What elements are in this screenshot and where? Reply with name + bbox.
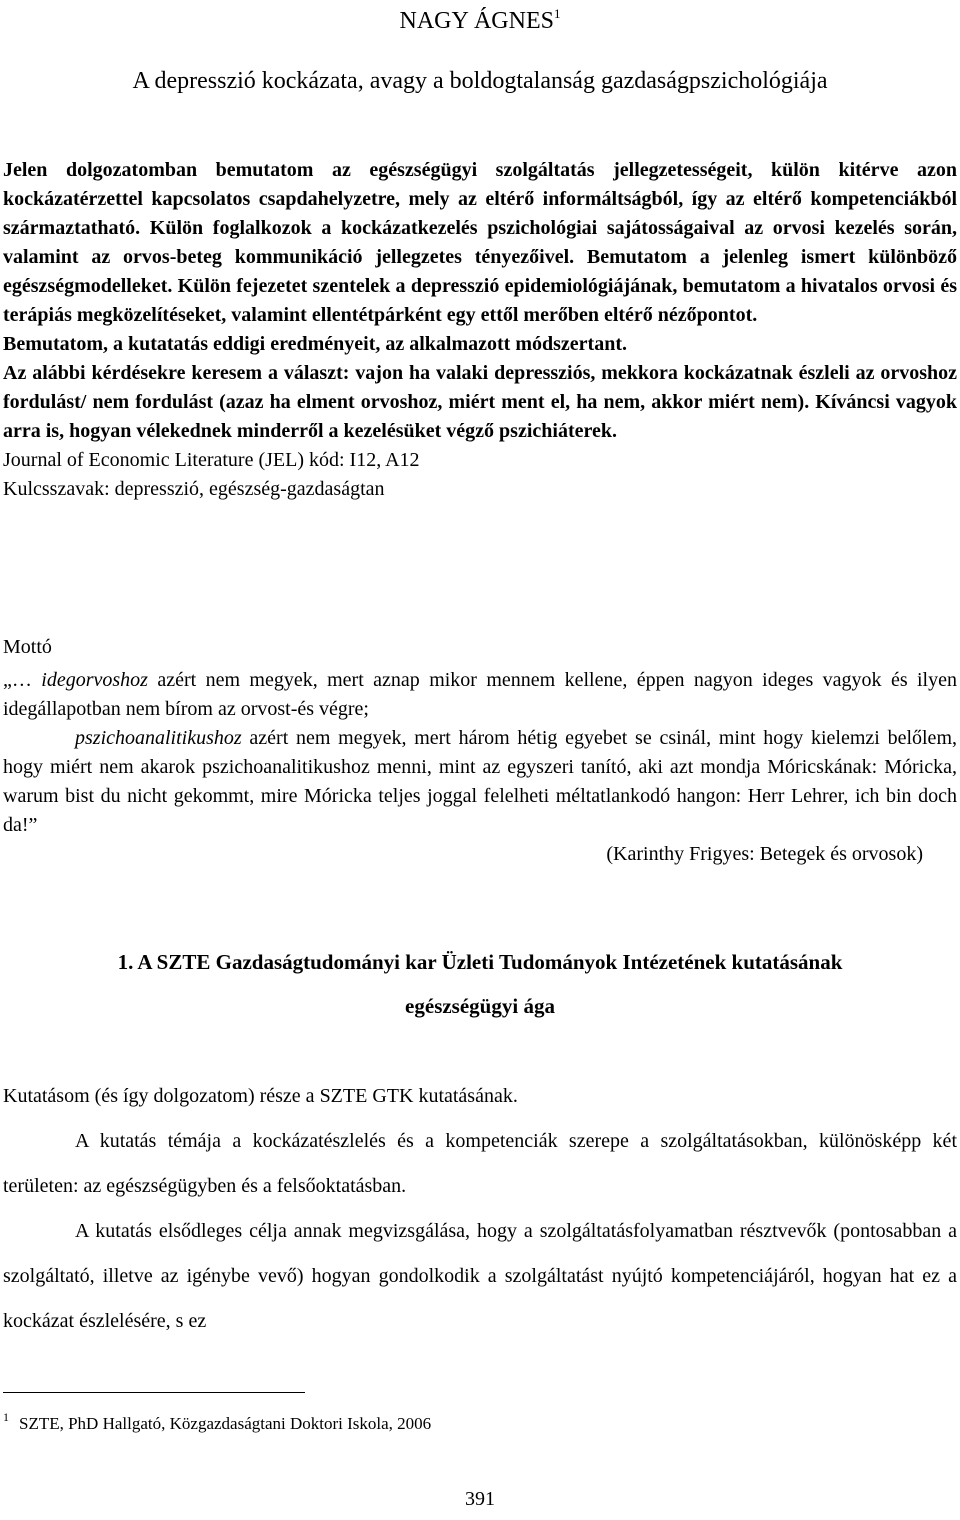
author-name	[0, 6, 960, 35]
keywords: Kulcsszavak: depresszió, egészség-gazdaságtan	[3, 478, 385, 500]
body-text	[3, 1074, 957, 1344]
abstract-paragraph: Jelen dolgozatomban bemutatom az egészségügyi szolgáltatás jellegzetességeit, külön kitérve azon kockázatérzettel kapcsolatos csapdahelyzetre, mely az eltérő informáltságból, így az eltérő kompetenciákból származtatható. Külön foglalkozok a kockázatkezelés pszichológiai sajátosságaival az orvosi kezelés során, valamint az orvos-beteg kommunikáció jellegzetes tényezőivel. Bemutatom a jelenleg ismert különböző egészségmodelleket. Külön fejezetet szentelek a depresszió epidemiológiájának, bemutatom a hivatalos orvosi és terápiás megközelítéseket, valamint ellentétpárként egy ettől merőben eltérő nézőpontot.	[3, 159, 957, 326]
abstract-methods: Bemutatom, a kutatatás eddigi eredményeit, az alkalmazott módszertant.	[3, 333, 627, 355]
body-paragraph-3: A kutatás elsődleges célja annak megvizsgálása, hogy a szolgáltatásfolyamatban résztvevők (pontosabban a szolgáltató, illetve az igénybe vevő) hogyan gondolkodik a szolgáltatást nyújtó kompetenciájáról, hogyan hat ez a kockázat észlelésére, s ez	[3, 1220, 957, 1332]
page-number: 391	[465, 1488, 495, 1510]
footnote-divider	[3, 1392, 305, 1393]
term-pszichoanalitikus: pszichoanalitikushoz	[75, 727, 242, 749]
section-heading-line2: egészségügyi ága	[405, 994, 555, 1018]
footnote-mark: 1	[3, 1410, 9, 1424]
motto-quote-part2	[3, 724, 957, 840]
abstract	[3, 156, 957, 504]
motto-text-1: azért nem megyek, mert aznap mikor mennem kellene, éppen nagyon ideges vagyok és ilyen idegállapotban nem bírom az orvost-és végre;	[3, 669, 957, 720]
body-paragraph-2: A kutatás témája a kockázatészlelés és a kompetenciák szerepe a szolgáltatásokban, különösképp két területen: az egészségügyben és a felsőoktatásban.	[3, 1130, 957, 1197]
motto-quote-part1	[3, 666, 957, 724]
motto-title: Mottó	[3, 636, 52, 658]
term-idegorvos: idegorvoshoz	[41, 669, 148, 691]
section-heading-line1: 1. A SZTE Gazdaságtudományi kar Üzleti Tudományok Intézetének kutatásának	[117, 950, 843, 974]
open-quote: „…	[3, 669, 42, 691]
abstract-questions: Az alábbi kérdésekre keresem a választ: vajon ha valaki depressziós, mekkora kockázatnak észleli az orvoshoz fordulást/ nem fordulást (azaz ha elment orvoshoz, miért ment el, ha nem, akkor miért nem). Kíváncsi vagyok arra is, hogyan vélekednek minderről a kezelésüket végző pszichiáterek.	[3, 362, 957, 442]
motto-text-2: azért nem megyek, mert három hétig egyebet se csinál, mint hogy kielemzi belőlem, hogy miért nem akarok pszichoanalitikushoz menni, mint az egyszeri tanító, aki azt mondja Móricskának: Móricka, warum bist du nicht gekommt, mire Móricka teljes joggal felelheti méltatlankodó hangon: Herr Lehrer, ich bin doch da!”	[3, 727, 957, 836]
author-text: NAGY ÁGNES	[399, 8, 554, 34]
section-heading	[0, 940, 960, 1028]
motto-block	[3, 633, 957, 869]
motto-source: (Karinthy Frigyes: Betegek és orvosok)	[606, 843, 923, 865]
footnote-reference[interactable]: 1	[553, 6, 561, 21]
footnote-text: SZTE, PhD Hallgató, Közgazdaságtani Doktori Iskola, 2006	[19, 1414, 432, 1433]
footnote	[3, 1410, 431, 1434]
body-paragraph-1: Kutatásom (és így dolgozatom) része a SZTE GTK kutatásának.	[3, 1085, 518, 1107]
paper-title: A depresszió kockázata, avagy a boldogtalanság gazdaságpszichológiája	[132, 68, 828, 94]
jel-codes: Journal of Economic Literature (JEL) kód: I12, A12	[3, 449, 420, 471]
